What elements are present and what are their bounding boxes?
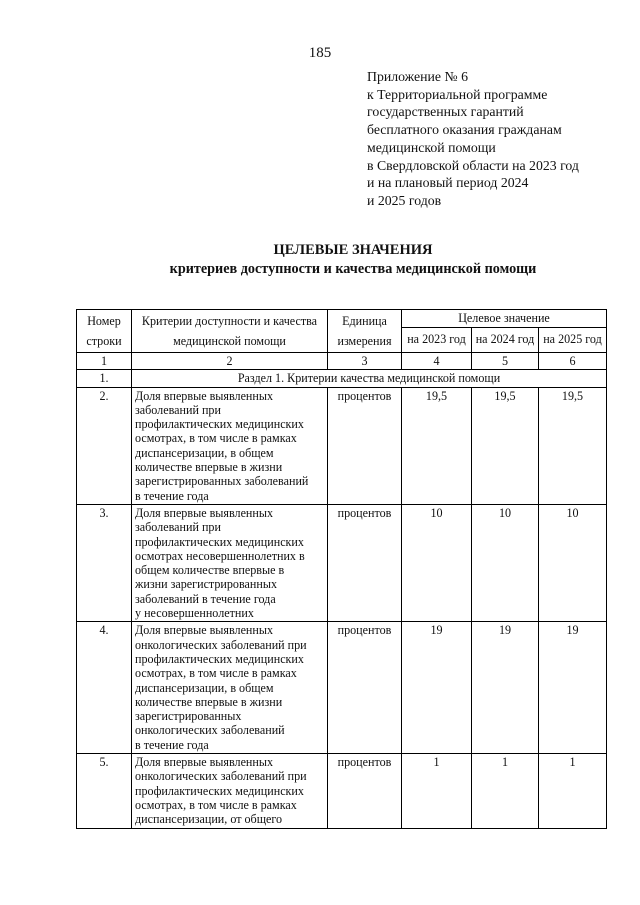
section-label: Раздел 1. Критерии качества медицинской помощи [132, 370, 607, 387]
column-number: 2 [132, 353, 328, 370]
criterion-text: Доля впервые выявленных онкологических заболеваний при профилактических медицинских осмотрах, в том числе в рамках диспансеризации, от общего [132, 754, 328, 828]
criterion-text: Доля впервые выявленных заболеваний при профилактических медицинских осмотрах несовершеннолетних в общем количестве впервые в жизни зарегистрированных заболеваний в течение года у несовершеннолетних [132, 504, 328, 621]
header-year-2025: на 2025 год [539, 328, 607, 353]
unit-cell: процентов [328, 504, 402, 621]
header-row-number: Номер строки [77, 310, 132, 353]
value-2024: 19 [472, 622, 539, 754]
header-year-2023: на 2023 год [402, 328, 472, 353]
column-number: 1 [77, 353, 132, 370]
column-number: 4 [402, 353, 472, 370]
appendix-line: в Свердловской области на 2023 год [367, 157, 579, 173]
header-year-2024: на 2024 год [472, 328, 539, 353]
header-unit: Единица измерения [328, 310, 402, 353]
unit-cell: процентов [328, 387, 402, 504]
appendix-line: и на плановый период 2024 [367, 175, 529, 191]
appendix-line: Приложение № 6 [367, 69, 469, 84]
value-2025: 19 [539, 622, 607, 754]
column-number: 5 [472, 353, 539, 370]
document-subtitle: критериев доступности и качества медицинской помощи [169, 261, 537, 277]
page-number: 185 [308, 45, 332, 61]
appendix-line: бесплатного оказания гражданам [367, 122, 562, 138]
criterion-text: Доля впервые выявленных заболеваний при профилактических медицинских осмотрах, в том числе в рамках диспансеризации, в общем количестве впервые в жизни зарегистрированных заболеваний в течение года [132, 387, 328, 504]
header-target-value: Целевое значение [402, 310, 607, 328]
value-2024: 1 [472, 754, 539, 828]
table-header-row [77, 310, 607, 328]
document-title: ЦЕЛЕВЫЕ ЗНАЧЕНИЯ [273, 242, 433, 258]
value-2025: 10 [539, 504, 607, 621]
value-2024: 19,5 [472, 387, 539, 504]
row-number: 3. [77, 504, 132, 621]
row-number: 4. [77, 622, 132, 754]
header-criteria: Критерии доступности и качества медицинской помощи [132, 310, 328, 353]
row-number: 2. [77, 387, 132, 504]
value-2023: 19,5 [402, 387, 472, 504]
value-2023: 19 [402, 622, 472, 754]
value-2025: 19,5 [539, 387, 607, 504]
row-number: 5. [77, 754, 132, 828]
value-2024: 10 [472, 504, 539, 621]
column-number: 6 [539, 353, 607, 370]
table-row [77, 622, 607, 754]
appendix-line: к Территориальной программе [367, 86, 548, 102]
appendix-line: государственных гарантий [367, 104, 524, 120]
value-2023: 10 [402, 504, 472, 621]
table-row [77, 504, 607, 621]
section-number: 1. [77, 370, 132, 387]
table-row [77, 754, 607, 828]
value-2025: 1 [539, 754, 607, 828]
appendix-line: медицинской помощи [367, 139, 496, 155]
appendix-line: и 2025 годов [367, 192, 442, 208]
section-row [77, 370, 607, 387]
criterion-text: Доля впервые выявленных онкологических заболеваний при профилактических медицинских осмотрах, в том числе в рамках диспансеризации, в общем количестве впервые в жизни зарегистрированных онкологических заболеваний в течение года [132, 622, 328, 754]
unit-cell: процентов [328, 622, 402, 754]
column-numbers-row [77, 353, 607, 370]
table-row [77, 387, 607, 504]
appendix-note [367, 68, 632, 210]
value-2023: 1 [402, 754, 472, 828]
column-number: 3 [328, 353, 402, 370]
criteria-table [76, 309, 607, 829]
unit-cell: процентов [328, 754, 402, 828]
